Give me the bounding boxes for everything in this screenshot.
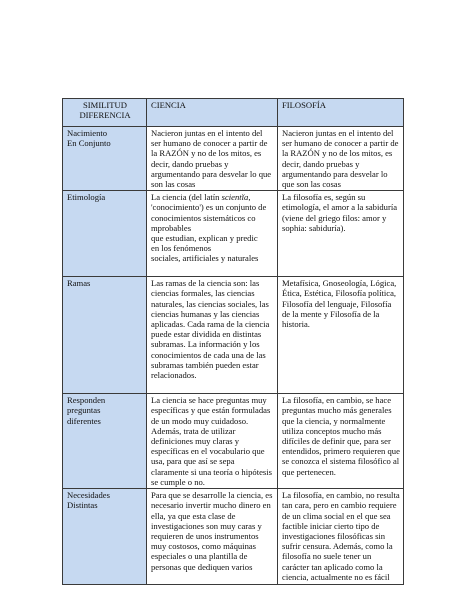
ciencia-cell: Para que se desarrolle la ciencia, es necesario invertir mucho dinero en ella, ya que esta clase de investigaciones son muy caras y requieren de unos instrumentos muy costosos, como máquinas especiales o una plantilla de personas que dediquen varios <box>147 489 278 585</box>
ciencia-cell: Nacieron juntas en el intento del ser humano de conocer a partir de la RAZÓN y no de los mitos, es decir, dando pruebas y argumentando para desvelar lo que son las cosas <box>147 127 278 191</box>
table-row <box>63 191 404 277</box>
filosofia-cell: Metafísica, Gnoseología, Lógica, Ética, Estética, Filosofía política, Filosofía del lenguaje, Filosofía de la mente y Filosofía de la historia. <box>278 277 404 394</box>
ciencia-text-prefix: La ciencia (del latín <box>151 192 222 203</box>
comparison-table <box>62 98 404 585</box>
filosofia-cell: La filosofía, en cambio, no resulta tan cara, pero en cambio requiere de un clima social en el que sea factible iniciar cierto tipo de investigaciones filosóficas sin sufrir censura. Además, como la filosofía no suele tener un carácter tan aplicado como la ciencia, actualmente no es fácil <box>278 489 404 585</box>
ciencia-text-suffix: , 'conocimiento') es un conjunto de conocimientos sistemáticos co mprobables que estudian, explican y predic en los fenómenos sociales, artificiales y naturales <box>151 192 267 264</box>
table-row <box>63 127 404 191</box>
filosofia-cell: La filosofía es, según su etimología, el amor a la sabiduría (viene del griego filos: amor y sophia: sabiduría). <box>278 191 404 277</box>
header-filosofia: FILOSOFÍA <box>278 99 404 127</box>
table-row <box>63 394 404 489</box>
ciencia-cell <box>147 191 278 277</box>
row-label: Necesidades Distintas <box>63 489 147 585</box>
ciencia-cell: La ciencia se hace preguntas muy específicas y que están formuladas de un modo muy cuidadoso. Además, trata de utilizar definiciones muy claras y específicas en el vocabulario que usa, para que así se sepa claramente si una teoría o hipótesis se cumple o no. <box>147 394 278 489</box>
filosofia-cell: Nacieron juntas en el intento del ser humano de conocer a partir de la RAZÓN y no de los mitos, es decir, dando pruebas y argumentando para desvelar lo que son las cosas <box>278 127 404 191</box>
ciencia-text-italic: scientĭa <box>221 192 249 203</box>
ciencia-cell: Las ramas de la ciencia son: las ciencias formales, las ciencias naturales, las ciencias sociales, las ciencias humanas y las ciencias aplicadas. Cada rama de la ciencia puede estar dividida en distintas subramas. La información y los conocimientos de cada una de las subramas también pueden estar relacionados. <box>147 277 278 394</box>
table-row <box>63 489 404 585</box>
row-label: Ramas <box>63 277 147 394</box>
table-row <box>63 277 404 394</box>
filosofia-cell: La filosofía, en cambio, se hace preguntas mucho más generales que la ciencia, y normalmente utiliza conceptos mucho más difíciles de definir que, para ser entendidos, primero requieren que se conozca el sistema filosófico al que pertenecen. <box>278 394 404 489</box>
header-ciencia: CIENCIA <box>147 99 278 127</box>
row-label: Etimología <box>63 191 147 277</box>
row-label: Responden preguntas diferentes <box>63 394 147 489</box>
row-label: Nacimiento En Conjunto <box>63 127 147 191</box>
table-header-row <box>63 99 404 127</box>
header-similitud-diferencia: SIMILITUD DIFERENCIA <box>63 99 147 127</box>
